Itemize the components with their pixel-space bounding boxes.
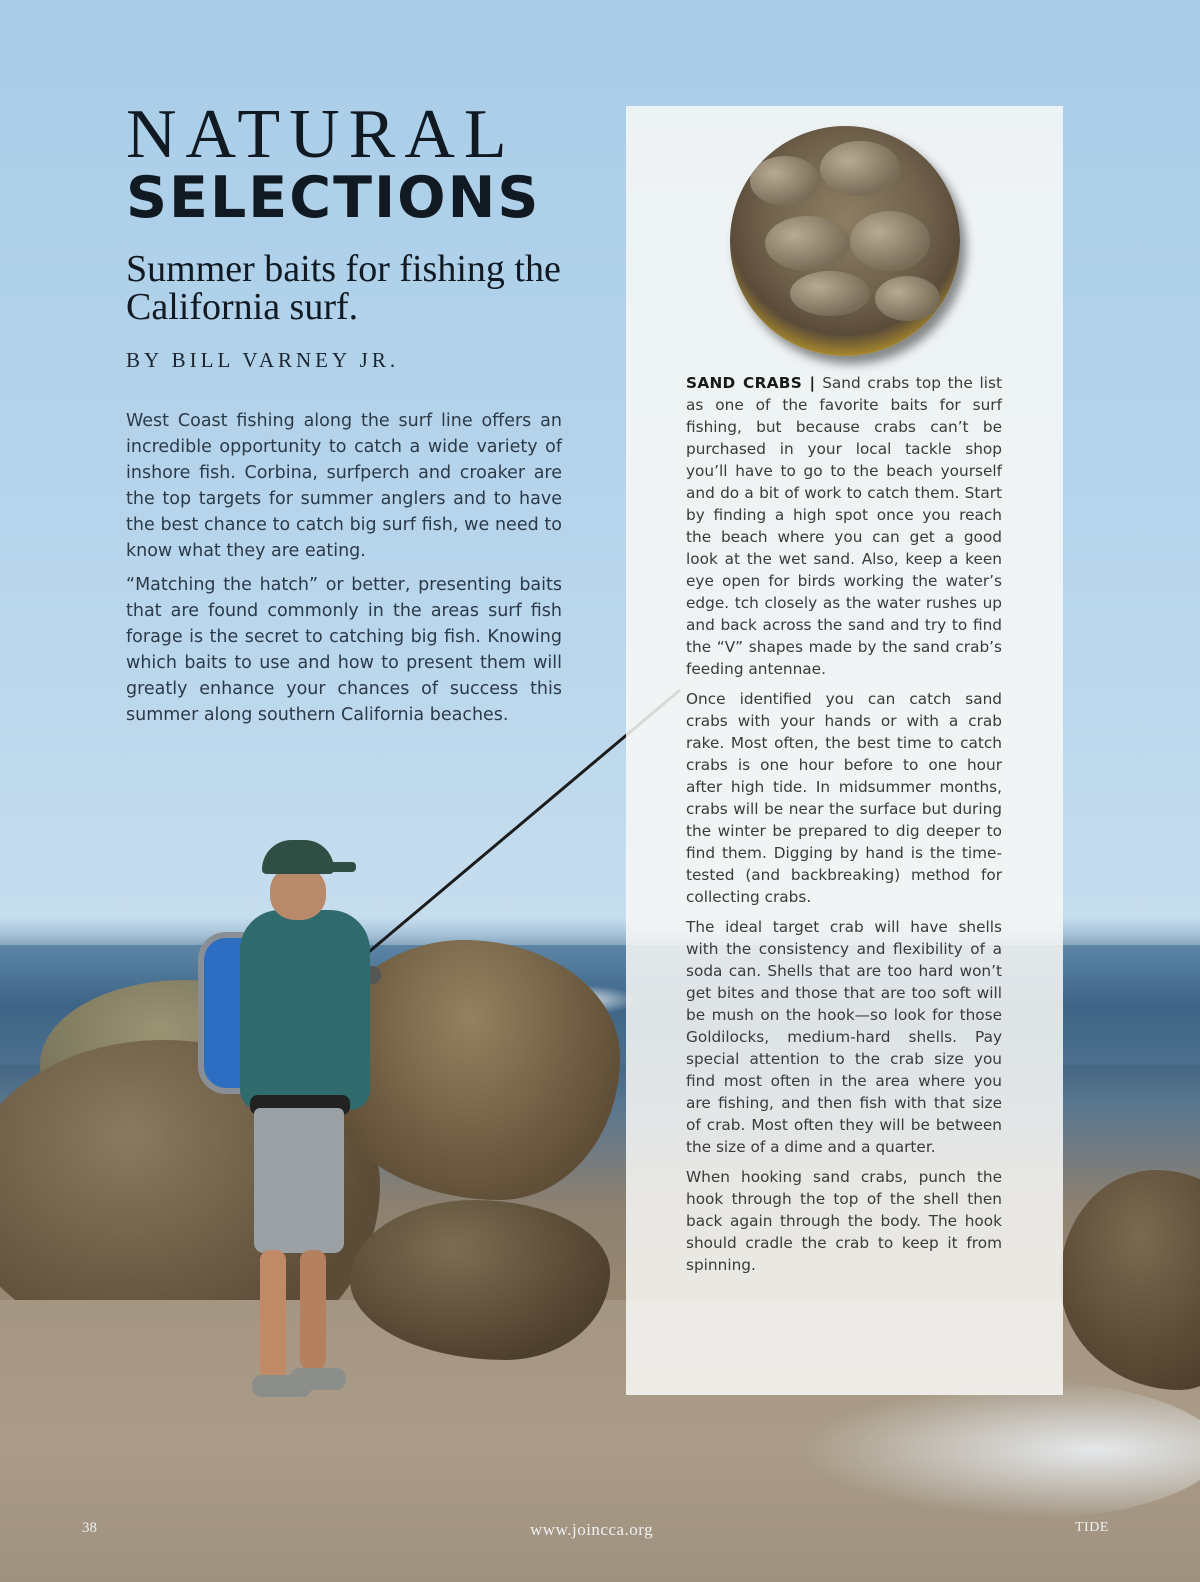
- crab-shape: [850, 211, 930, 271]
- headline-line-1: NATURAL: [126, 96, 516, 173]
- crab-shape: [750, 156, 820, 206]
- leg: [300, 1250, 326, 1370]
- crab-shape: [875, 276, 940, 321]
- sandal: [290, 1368, 346, 1390]
- subtitle: Summer baits for fishing the California surf.: [126, 248, 561, 328]
- cap-brim: [320, 862, 356, 872]
- page-number: 38: [82, 1520, 97, 1536]
- sidebar-paragraph: The ideal target crab will have shells with the consistency and flexibility of a soda can. Shells that are too hard won’t get bites and those that are too soft will be mush on the hook—so look for those Goldilocks, medium-hard shells. Pay special attention to the crab size you find most often in the area where you are fishing, and then fish with that size of crab. Most often they will be between the size of a dime and a quarter.: [686, 918, 1002, 1156]
- fisherman-photo: [190, 840, 420, 1430]
- crab-shape: [820, 141, 900, 196]
- sidebar-lead-paragraph: [686, 372, 1002, 680]
- intro-paragraph: West Coast fishing along the surf line offers an incredible opportunity to catch a wide variety of inshore fish. Corbina, surfperch and croaker are the top targets for summer anglers and to have the best chance to catch big surf fish, we need to know what they are eating.: [126, 411, 562, 561]
- website-link[interactable]: www.joincca.org: [530, 1520, 654, 1539]
- headline-line-2: SELECTIONS: [126, 165, 541, 231]
- leg: [260, 1250, 286, 1380]
- intro-text: [126, 408, 562, 736]
- sidebar-panel: [626, 106, 1063, 1395]
- fisherman-head: [270, 866, 326, 920]
- sidebar-paragraph: Once identified you can catch sand crabs with your hands or with a crab rake. Most often, the best time to catch crabs is one hour before to one hour after high tide. In midsummer months, crabs will be near the surface but during the winter be prepared to dig deeper to find them. Digging by hand is the time-tested (and backbreaking) method for collecting crabs.: [686, 690, 1002, 906]
- shorts: [254, 1108, 344, 1253]
- sidebar-text: [686, 372, 1002, 1284]
- jacket: [240, 910, 370, 1110]
- sand-crabs-photo: [730, 126, 960, 356]
- sidebar-lead-text: Sand crabs top the list as one of the favorite baits for surf fishing, but because crabs can’t be purchased in your local tackle shop you’ll have to go to the beach yourself and do a bit of work to catch them. Start by finding a high spot once you reach the beach where you can get a good look at the wet sand. Also, keep a keen eye open for birds working the water’s edge. tch closely as the water rushes up and back across the sand and try to find the “V” shapes made by the sand crab’s feeding antennae.: [686, 374, 1002, 678]
- byline: BY BILL VARNEY JR.: [126, 348, 400, 372]
- crab-shape: [790, 271, 870, 316]
- magazine-name: TIDE: [1075, 1520, 1109, 1535]
- crab-shape: [765, 216, 850, 271]
- sidebar-paragraph: When hooking sand crabs, punch the hook through the top of the shell then back again through the body. The hook should cradle the crab to keep it from spinning.: [686, 1168, 1002, 1274]
- sidebar-lead-label: SAND CRABS |: [686, 374, 816, 392]
- intro-paragraph: “Matching the hatch” or better, presenting baits that are found commonly in the areas surf fish forage is the secret to catching big fish. Knowing which baits to use and how to present them will greatly enhance your chances of success this summer along southern California beaches.: [126, 575, 562, 725]
